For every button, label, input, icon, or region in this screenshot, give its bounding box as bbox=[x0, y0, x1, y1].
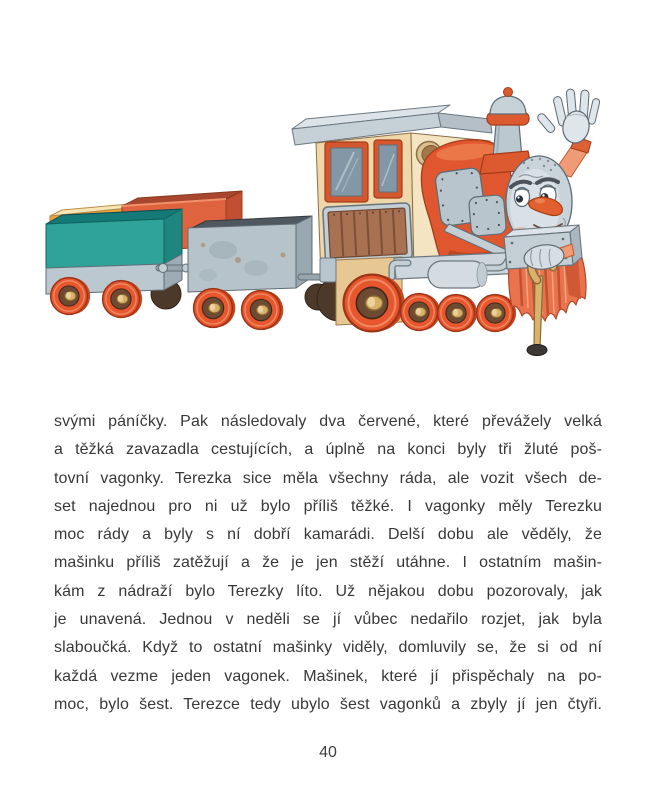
story-text-line: moc rády a byly s ní dobří kamarádi. Delší dobu ale věděly, že bbox=[54, 526, 602, 544]
story-text-line: set najednou pro ni už bylo příliš těžké. I vagonky měly Terezku bbox=[54, 497, 602, 515]
page-number: 40 bbox=[319, 744, 337, 761]
story-text-line: svými páníčky. Pak následovaly dva červené, které převážely velká bbox=[54, 413, 602, 430]
train-illustration bbox=[28, 80, 628, 370]
story-text-line: kám z nádraží bylo Terezky líto. Už nějakou dobu pozorovaly, jak bbox=[54, 582, 602, 600]
story-text bbox=[54, 408, 602, 719]
story-text-line: každá vezme jeden vagonek. Mašinek, které jí přispěchaly na po- bbox=[54, 667, 602, 685]
story-text-line: a těžká zavazadla cestujících, a úplně na konci byly tři žluté poš- bbox=[54, 441, 602, 459]
wood-slat-panel bbox=[323, 203, 413, 263]
story-text-line: moc, bylo šest. Terezce tedy ubylo šest vagonků a zbyly jí jen čtyři. bbox=[54, 695, 602, 713]
locomotive-wheels bbox=[344, 275, 517, 332]
rivet-patch-small bbox=[468, 195, 506, 237]
story-text-line: tovní vagonky. Terezka sice měla všechny ráda, ale vozit všech de- bbox=[54, 469, 602, 487]
locomotive bbox=[292, 88, 600, 356]
coupling-bar bbox=[156, 264, 192, 273]
silver-wagon bbox=[188, 216, 331, 292]
story-text-line: je unavená. Jednou v neděli se jí vůbec nedařilo rozjet, jak byla bbox=[54, 611, 602, 629]
story-text-line: mašinku příliš zatěžují a že je jen stěží utáhne. I ostatním mašin- bbox=[54, 554, 602, 572]
story-text-line: slaboučká. Když to ostatní mašinky viděly, domluvily se, že si od ní bbox=[54, 639, 602, 657]
